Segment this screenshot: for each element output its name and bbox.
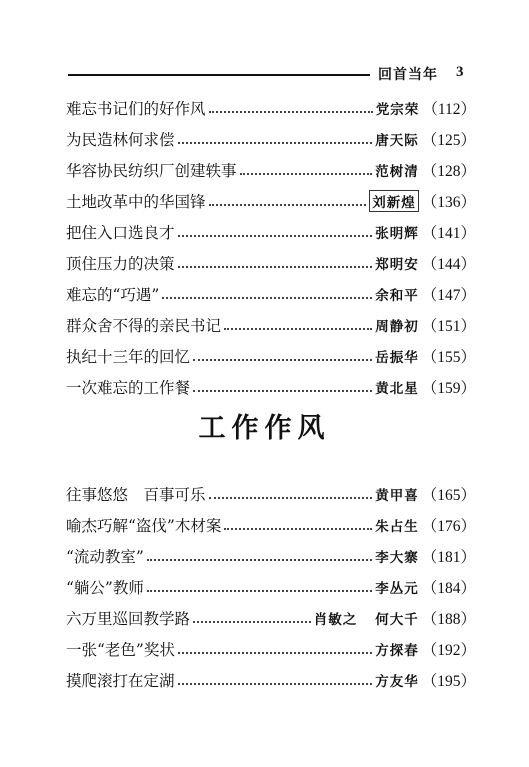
entry-title: 土地改革中的华国锋 [66,192,206,211]
entry-page: （136） [421,193,476,211]
entry-title: 喻杰巧解“盗伐”木材案 [66,516,222,535]
entry-title: 华容协民纺织厂创建轶事 [66,161,237,180]
page-number: 3 [456,64,464,80]
entry-title: 往事悠悠 百事可乐 [66,485,206,504]
entry-page: （155） [421,348,476,366]
entry-author: 郑明安 [375,256,419,273]
entry-author: 岳振华 [375,349,419,366]
entry-page: （144） [421,255,476,273]
toc-entry [66,247,476,278]
entry-page: （125） [421,131,476,149]
leader-dots [178,669,373,685]
entry-title: 摸爬滚打在定湖 [66,671,175,690]
entry-page: （141） [421,224,476,242]
entry-author: 方探春 [375,642,419,659]
toc-entry [66,664,476,695]
entry-page: （165） [421,486,476,504]
entry-title: 一张“老色”奖状 [66,640,175,659]
toc-entry [66,478,476,509]
entry-author: 余和平 [375,287,419,304]
toc-entry [66,371,476,402]
leader-dots [178,221,373,237]
toc-entry [66,540,476,571]
entry-page: （184） [421,579,476,597]
entry-author: 张明辉 [375,225,419,242]
leader-dots [224,514,372,530]
toc-section-b [66,478,476,695]
leader-dots [193,607,311,623]
entry-title: 群众舍不得的亲民书记 [66,316,222,335]
entry-page: （151） [421,317,476,335]
leader-dots [209,97,373,113]
entry-title: “流动教室” [66,547,144,566]
entry-title: 顶住压力的决策 [66,254,175,273]
toc-entry [66,602,476,633]
entry-author: 黄甲喜 [375,487,419,504]
entry-page: （128） [421,162,476,180]
entry-title: 一次难忘的工作餐 [66,378,191,397]
entry-page: （188） [421,610,476,628]
toc-section-a [66,92,476,402]
toc-entry [66,278,476,309]
entry-page: （195） [421,672,476,690]
leader-dots [178,638,372,654]
running-header [66,63,470,85]
entry-author: 唐天际 [375,132,419,149]
toc-entry [66,340,476,371]
leader-dots [193,345,372,361]
leader-dots [209,190,367,206]
entry-author: 党宗荣 [375,101,420,118]
toc-entry [66,571,476,602]
toc-entry [66,123,476,154]
entry-author: 黄北星 [375,380,419,397]
entry-author: 朱占生 [375,518,419,535]
entry-coauthor: 何大千 [375,611,419,628]
entry-title: 六万里巡回教学路 [66,609,191,628]
toc-entry [66,216,476,247]
leader-dots [147,576,372,592]
toc-entry [66,633,476,664]
section-heading: 工作作风 [198,413,331,444]
leader-dots [193,376,372,392]
entry-title: “躺公”教师 [66,578,144,597]
toc-entry [66,92,476,123]
entry-title: 为民造林何求偿 [66,130,175,149]
entry-page: （176） [421,517,476,535]
entry-author: 肖敏之 [313,611,358,628]
entry-title: 执纪十三年的回忆 [66,347,191,366]
entry-title: 把住入口选良才 [66,223,175,242]
toc-entry [66,309,476,340]
entry-page: （112） [422,100,476,118]
header-rule [68,74,370,76]
leader-dots [162,283,372,299]
entry-page: （159） [421,379,476,397]
entry-author: 周静初 [375,318,419,335]
entry-author: 范树清 [375,163,419,180]
entry-title: 难忘的“巧遇” [66,285,160,304]
leader-dots [178,252,373,268]
entry-title: 难忘书记们的好作风 [66,99,206,118]
entry-page: （181） [421,548,476,566]
leader-dots [209,483,373,499]
entry-author: 李丛元 [375,580,419,597]
leader-dots [224,314,372,330]
toc-entry [66,185,476,216]
entry-page: （192） [421,641,476,659]
leader-dots [240,159,373,175]
leader-dots [178,128,373,144]
header-title: 回首当年 [378,67,438,83]
entry-author: 李大寨 [375,549,419,566]
entry-author: 方友华 [375,673,419,690]
entry-author: 刘新煌 [369,190,419,212]
toc-entry [66,154,476,185]
entry-page: （147） [421,286,476,304]
leader-dots [147,545,372,561]
toc-entry [66,509,476,540]
